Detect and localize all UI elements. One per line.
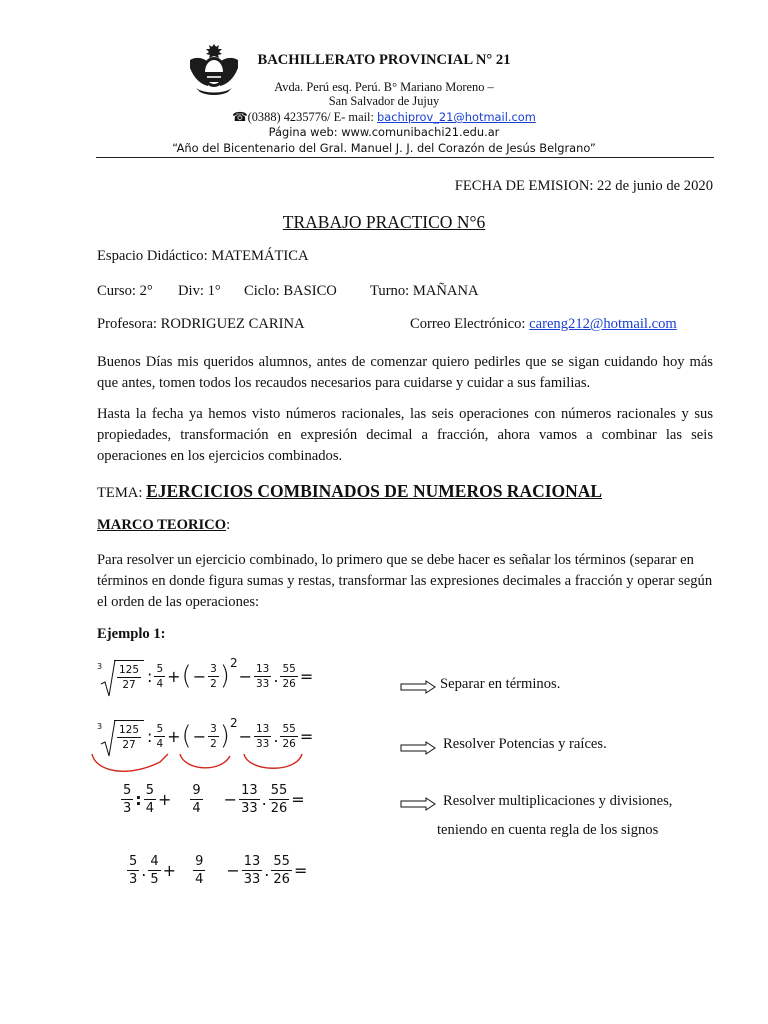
teacher: Profesora: RODRIGUEZ CARINA	[97, 316, 305, 332]
fraction-4-5: $\frac{4}{5}$	[150, 854, 159, 887]
theory-paragraph: Para resolver un ejercicio combinado, lo primero que se debe hacer es señalar los términos (separar en términos en donde figura sumas y restas, transformar las expresiones decimales a fracción y operar según el orden de las operaciones:	[97, 552, 713, 610]
cycle: Ciclo: BASICO	[244, 283, 337, 299]
division: Div: 1°	[178, 283, 221, 299]
fraction-55-26: $\frac{55}{26}$	[282, 722, 296, 750]
equation-row-1	[97, 656, 314, 692]
phone-email-line	[0, 109, 768, 125]
term-brace-3	[244, 754, 302, 768]
fraction-5-3: $\frac{5}{3}$	[129, 854, 138, 887]
greeting-paragraph: Buenos Días mis queridos alumnos, antes de comenzar quiero pedirles que se sigan cuidando hoy más que antes, tomen todos los recaudos necesarios para cuidarse y cuidar a sus familias.	[97, 354, 713, 391]
cube-root	[97, 660, 144, 692]
equals-sign: =	[293, 861, 308, 880]
fraction-5-4: $\frac{5}{4}$	[156, 662, 164, 690]
term-braces	[88, 752, 328, 778]
root-index: 3	[97, 662, 103, 671]
negative-sign: −	[192, 666, 207, 686]
multiplication-dot: .	[264, 861, 270, 880]
motto: “Año del Bicentenario del Gral. Manuel J. J. del Corazón de Jesús Belgrano”	[172, 141, 596, 155]
example-heading: Ejemplo 1:	[97, 626, 166, 642]
cube-root	[97, 720, 144, 752]
theory-heading: MARCO TEORICO	[97, 517, 227, 533]
fraction-5-3: $\frac{5}{3}$	[123, 783, 132, 816]
multiplication-dot: .	[261, 790, 267, 809]
division-sign: :	[147, 726, 153, 746]
topic-label: TEMA:	[97, 485, 147, 501]
plus-sign: +	[162, 861, 177, 880]
exponent: 2	[229, 656, 238, 670]
minus-sign: −	[226, 861, 240, 880]
right-arrow-icon	[400, 797, 436, 811]
shift: Turno: MAÑANA	[370, 283, 479, 299]
course: Curso: 2°	[97, 283, 153, 299]
fraction-9-4: $\frac{9}{4}$	[195, 854, 204, 887]
root-index: 3	[97, 722, 103, 731]
fraction-5-4: $\frac{5}{4}$	[145, 783, 154, 816]
intro-paragraph: Hasta la fecha ya hemos visto números racionales, las seis operaciones con números racionales y sus propiedades, transformación en expresión decimal a fracción, ahora vamos a combinar las seis operaciones en los ejercicios combinados.	[97, 406, 713, 464]
website-label: Página web:	[268, 125, 342, 139]
division-sign: :	[147, 666, 153, 686]
step-3-label: Resolver multiplicaciones y divisiones,	[443, 793, 673, 809]
fraction-13-33: $\frac{13}{33}$	[255, 722, 270, 750]
left-paren: (	[181, 721, 192, 751]
term-brace-1	[92, 754, 168, 771]
fraction-9-4: $\frac{9}{4}$	[192, 783, 201, 816]
minus-sign: −	[238, 666, 252, 686]
teacher-email-link[interactable]: careng212@hotmail.com	[529, 316, 677, 332]
topic-title: EJERCICIOS COMBINADOS DE NUMEROS RACIONAL	[146, 481, 603, 501]
plus-sign: +	[167, 666, 181, 686]
school-name: BACHILLERATO PROVINCIAL N° 21	[257, 52, 511, 68]
minus-sign: −	[238, 726, 252, 746]
fraction-13-33: $\frac{13}{33}$	[255, 662, 270, 690]
negative-sign: −	[192, 726, 207, 746]
topic-line	[97, 481, 602, 502]
fraction-13-33: $\frac{13}{33}$	[241, 783, 258, 816]
right-paren: )	[219, 721, 230, 751]
fraction-55-26: $\frac{55}{26}$	[270, 783, 288, 816]
emission-date: FECHA DE EMISION: 22 de junio de 2020	[454, 178, 713, 194]
theory-heading-line	[97, 517, 230, 534]
equation-row-4	[126, 853, 308, 888]
left-paren: (	[181, 661, 192, 691]
division-sign: :	[135, 790, 142, 809]
fraction-55-26: $\frac{55}{26}$	[273, 854, 290, 887]
phone-text: ☎(0388) 4235776/ E- mail:	[232, 110, 377, 124]
website-line	[0, 125, 768, 139]
header-divider	[96, 157, 714, 158]
step-1-label: Separar en términos.	[440, 676, 561, 692]
equals-sign: =	[299, 666, 314, 686]
fraction-13-33: $\frac{13}{33}$	[243, 854, 261, 887]
minus-sign: −	[223, 790, 238, 809]
step-2-label: Resolver Potencias y raíces.	[443, 736, 607, 752]
term-brace-2	[180, 754, 230, 768]
fraction-3-2: $\frac{3}{2}$	[210, 662, 217, 690]
fraction-55-26: $\frac{55}{26}$	[282, 662, 296, 690]
document-title: TRABAJO PRACTICO N°6	[282, 212, 486, 232]
plus-sign: +	[157, 790, 172, 809]
teacher-email-line	[410, 316, 677, 333]
website-url: www.comunibachi21.edu.ar	[341, 125, 500, 139]
school-email-link[interactable]: bachiprov_21@hotmail.com	[377, 110, 536, 124]
right-paren: )	[219, 661, 230, 691]
right-arrow-icon	[400, 680, 436, 694]
teacher-email-label: Correo Electrónico:	[410, 316, 530, 332]
exponent: 2	[229, 716, 238, 730]
fraction-5-4: $\frac{5}{4}$	[156, 722, 164, 750]
address-line-2: San Salvador de Jujuy	[328, 94, 440, 108]
multiplication-dot: .	[273, 726, 279, 746]
equation-row-2	[97, 716, 314, 752]
equals-sign: =	[299, 726, 314, 746]
fraction-125-27: $\frac{125}{27}$	[119, 664, 140, 691]
multiplication-dot: .	[141, 861, 147, 880]
step-3-continuation: teniendo en cuenta regla de los signos	[437, 822, 659, 838]
subject-line: Espacio Didáctico: MATEMÁTICA	[97, 248, 309, 264]
equation-row-3	[120, 782, 306, 817]
fraction-125-27: $\frac{125}{27}$	[119, 724, 140, 751]
fraction-3-2: $\frac{3}{2}$	[210, 722, 217, 750]
address-line-1: Avda. Perú esq. Perú. B° Mariano Moreno –	[274, 80, 494, 94]
multiplication-dot: .	[273, 666, 279, 686]
theory-colon: :	[226, 517, 231, 533]
plus-sign: +	[167, 726, 181, 746]
equals-sign: =	[291, 790, 305, 809]
right-arrow-icon	[400, 741, 436, 755]
